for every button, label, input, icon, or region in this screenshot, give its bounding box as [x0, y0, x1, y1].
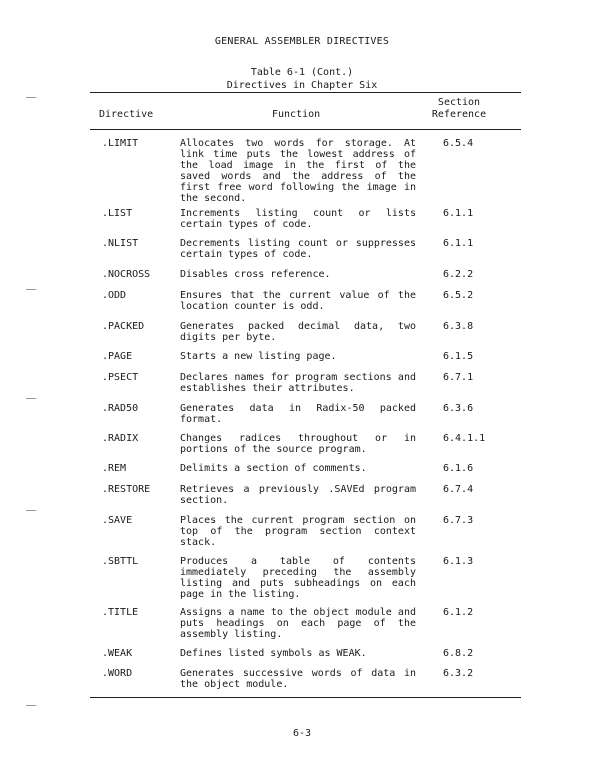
reference-cell: 6.7.4	[443, 484, 474, 495]
function-cell: Generates data in Radix-50 packed format.	[180, 403, 416, 425]
directive-cell: .NLIST	[102, 238, 139, 249]
function-cell: Produces a table of contents immediately preceding the assembly listing and puts subheadings on each page in the listing.	[180, 556, 416, 600]
reference-cell: 6.1.3	[443, 556, 474, 567]
function-cell: Generates packed decimal data, two digits per byte.	[180, 321, 416, 343]
table-bottom-rule	[90, 697, 521, 698]
reference-cell: 6.7.1	[443, 372, 474, 383]
table-top-rule	[90, 92, 521, 93]
directive-cell: .PACKED	[102, 321, 145, 332]
directive-cell: .RAD50	[102, 403, 139, 414]
directive-cell: .ODD	[102, 290, 127, 301]
reference-cell: 6.1.5	[443, 351, 474, 362]
table-caption	[0, 66, 604, 92]
directive-cell: .RESTORE	[102, 484, 151, 495]
column-header-reference-line1: Section	[437, 97, 481, 108]
margin-mark	[26, 510, 36, 511]
directive-cell: .RADIX	[102, 433, 139, 444]
function-cell: Delimits a section of comments.	[180, 463, 367, 474]
function-cell: Decrements listing count or suppresses certain types of code.	[180, 238, 416, 260]
reference-cell: 6.8.2	[443, 648, 474, 659]
function-cell: Places the current program section on top of the program section context stack.	[180, 515, 416, 548]
function-cell: Declares names for program sections and establishes their attributes.	[180, 372, 416, 394]
table-title: Directives in Chapter Six	[226, 80, 378, 91]
column-header-reference	[430, 97, 488, 121]
function-cell: Retrieves a previously .SAVEd program section.	[180, 484, 416, 506]
directive-cell: .LIST	[102, 208, 133, 219]
margin-mark	[26, 97, 36, 98]
function-cell: Generates successive words of data in the object module.	[180, 668, 416, 690]
directive-cell: .PSECT	[102, 372, 139, 383]
directive-cell: .WORD	[102, 668, 133, 679]
margin-mark	[26, 398, 36, 399]
function-cell: Disables cross reference.	[180, 269, 331, 280]
function-cell: Allocates two words for storage. At link time puts the lowest address of the load image in the first of the saved words and the address of the first free word following the image in the second.	[180, 138, 416, 204]
table-number: Table 6-1 (Cont.)	[250, 67, 354, 78]
reference-cell: 6.1.2	[443, 607, 474, 618]
reference-cell: 6.2.2	[443, 269, 474, 280]
function-cell: Starts a new listing page.	[180, 351, 337, 362]
directive-cell: .NOCROSS	[102, 269, 151, 280]
directive-cell: .TITLE	[102, 607, 139, 618]
function-cell: Ensures that the current value of the location counter is odd.	[180, 290, 416, 312]
reference-cell: 6.1.6	[443, 463, 474, 474]
margin-mark	[26, 705, 36, 706]
header-bottom-rule	[90, 129, 521, 130]
page-header: GENERAL ASSEMBLER DIRECTIVES	[214, 36, 390, 47]
directive-cell: .PAGE	[102, 351, 133, 362]
reference-cell: 6.3.6	[443, 403, 474, 414]
reference-cell: 6.3.8	[443, 321, 474, 332]
directive-cell: .LIMIT	[102, 138, 139, 149]
function-cell: Assigns a name to the object module and puts headings on each page of the assembly listing.	[180, 607, 416, 640]
reference-cell: 6.1.1	[443, 238, 474, 249]
column-header-function: Function	[272, 109, 321, 120]
reference-cell: 6.5.2	[443, 290, 474, 301]
directive-cell: .SAVE	[102, 515, 133, 526]
function-cell: Defines listed symbols as WEAK.	[180, 648, 367, 659]
function-cell: Changes radices throughout or in portions of the source program.	[180, 433, 416, 455]
function-cell: Increments listing count or lists certain types of code.	[180, 208, 416, 230]
directive-cell: .SBTTL	[102, 556, 139, 567]
directive-cell: .REM	[102, 463, 127, 474]
column-header-directive: Directive	[99, 109, 154, 120]
directive-cell: .WEAK	[102, 648, 133, 659]
page-number: 6-3	[292, 728, 312, 739]
reference-cell: 6.5.4	[443, 138, 474, 149]
reference-cell: 6.7.3	[443, 515, 474, 526]
reference-cell: 6.3.2	[443, 668, 474, 679]
margin-mark	[26, 289, 36, 290]
reference-cell: 6.1.1	[443, 208, 474, 219]
reference-cell: 6.4.1.1	[443, 433, 486, 444]
column-header-reference-line2: Reference	[431, 109, 487, 120]
